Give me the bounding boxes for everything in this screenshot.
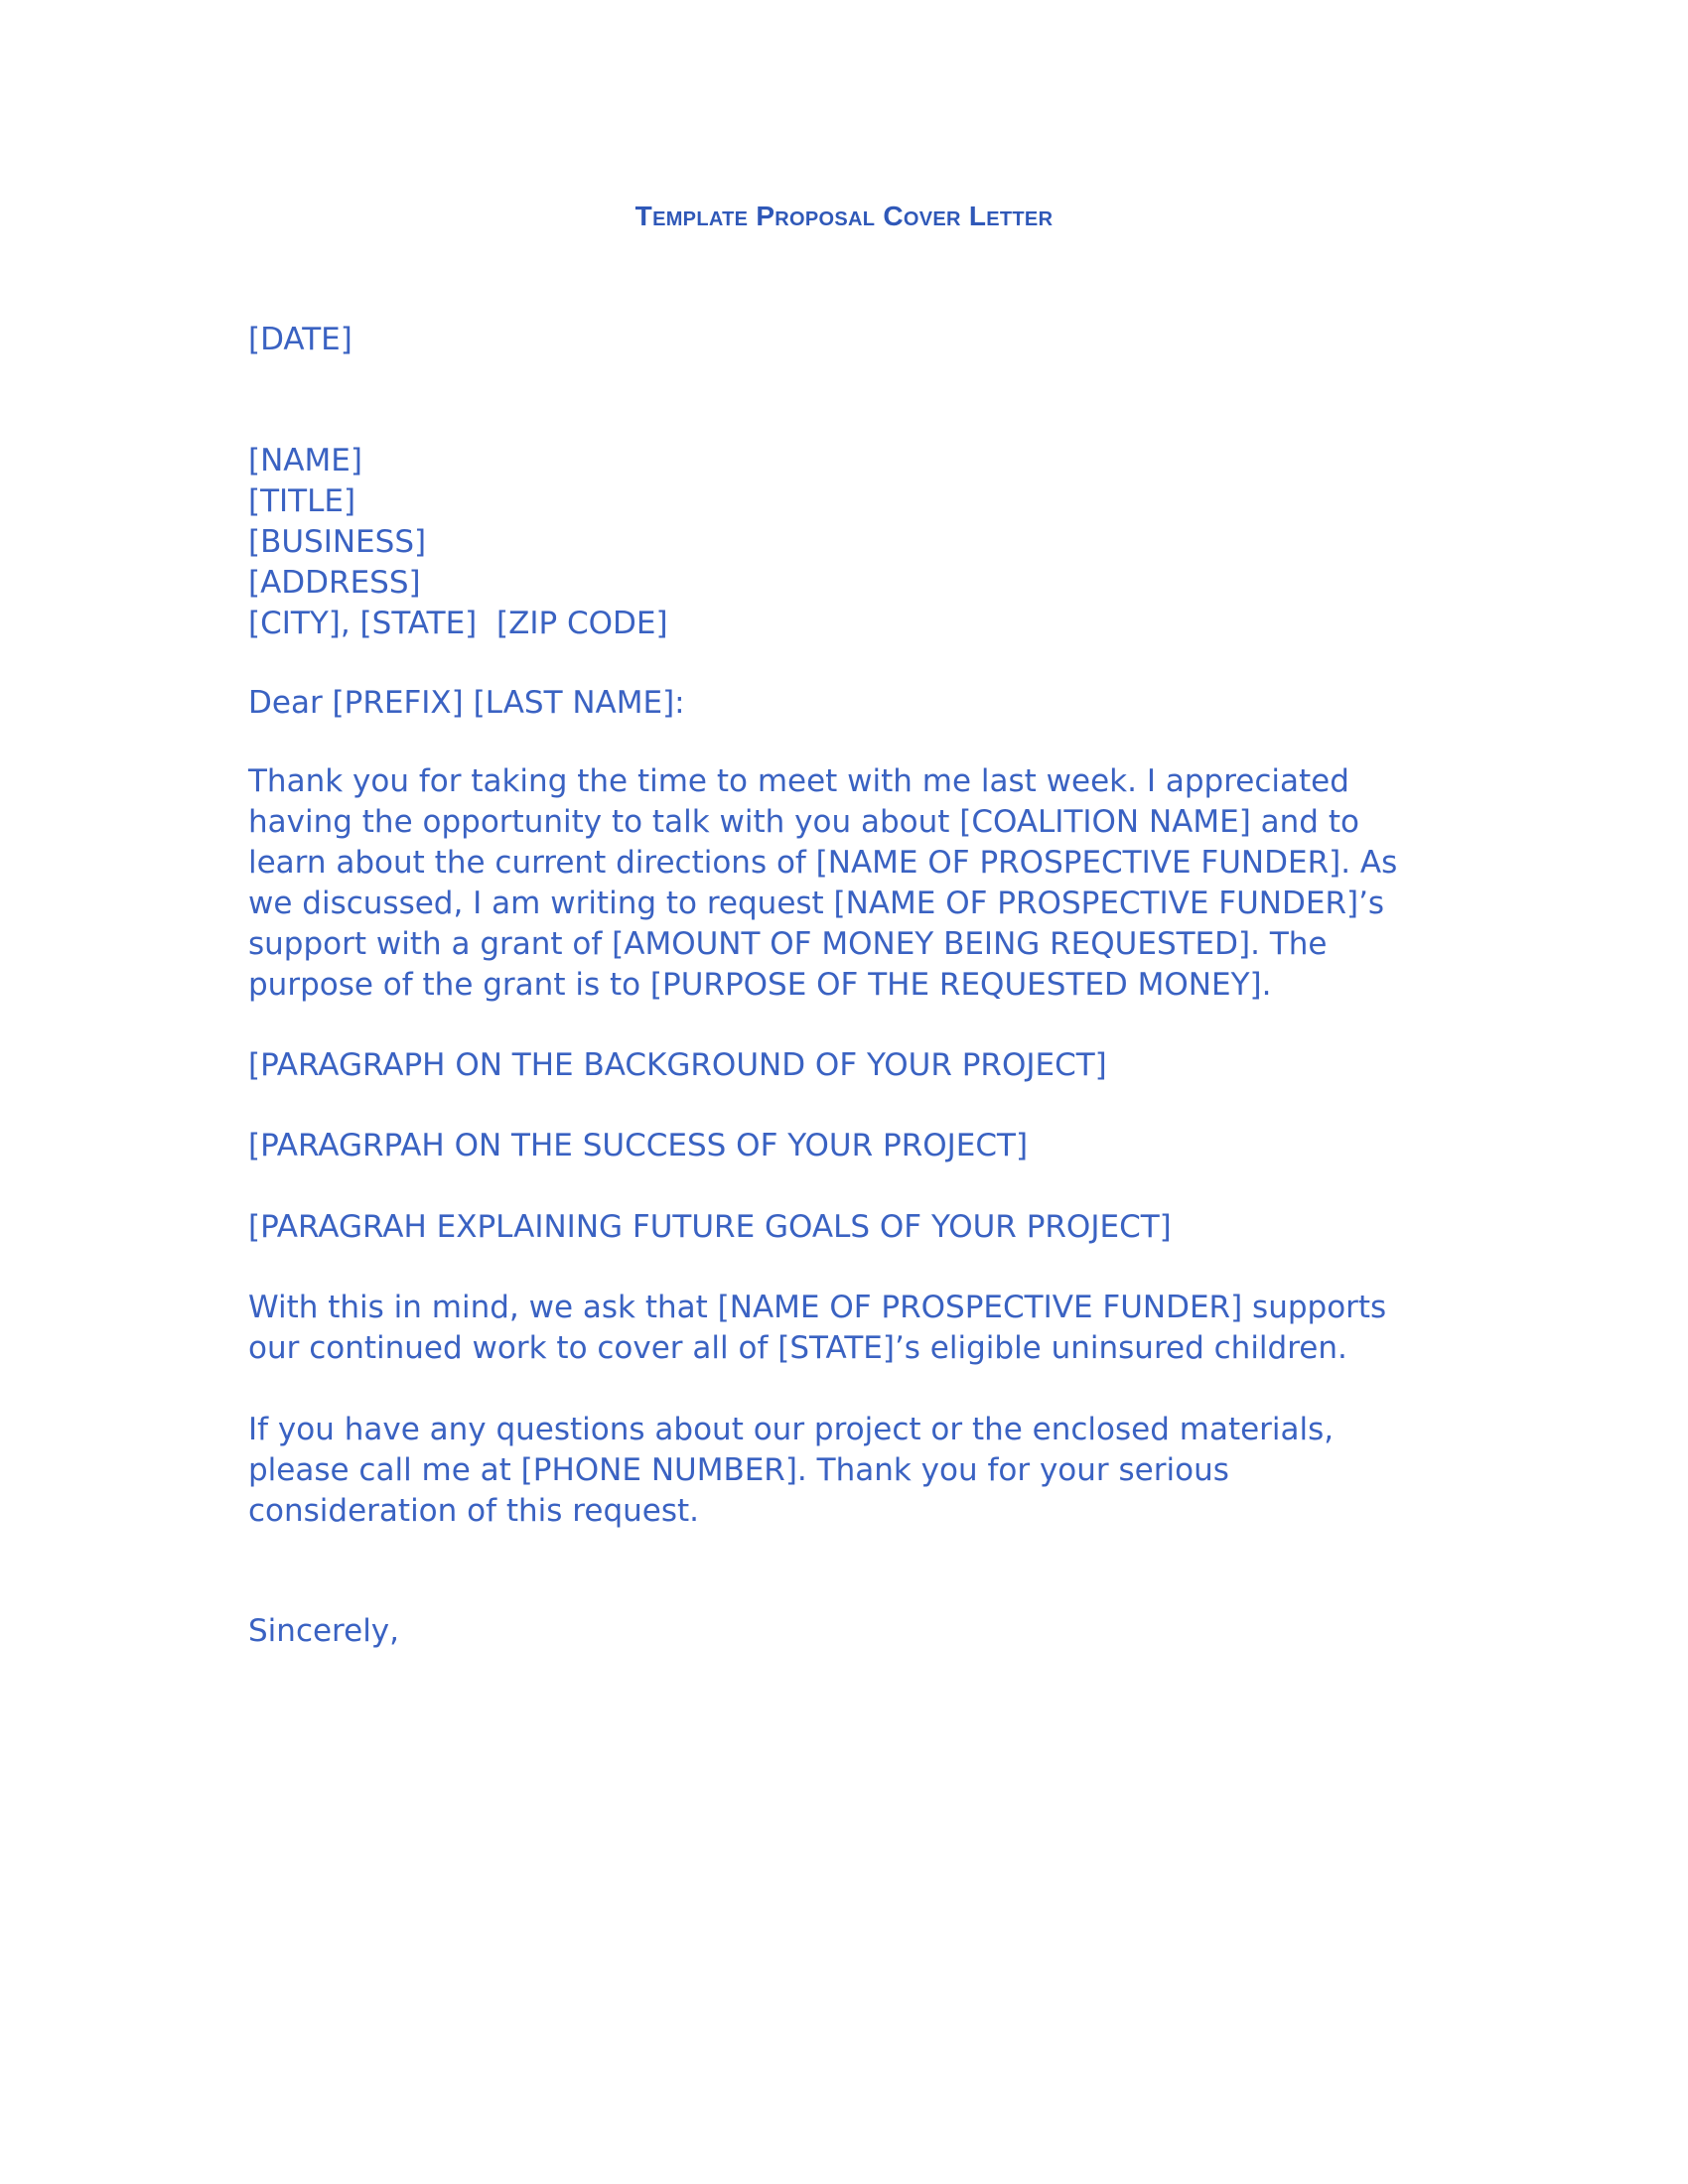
paragraph-future-goals: [PARAGRAH EXPLAINING FUTURE GOALS OF YOUR PROJECT] bbox=[248, 1209, 1172, 1245]
salutation: Dear [PREFIX] [LAST NAME]: bbox=[248, 685, 685, 721]
paragraph-intro bbox=[248, 761, 1460, 1006]
closing: Sincerely, bbox=[248, 1613, 400, 1649]
address-title: [TITLE] bbox=[248, 483, 356, 519]
paragraph-line: learn about the current directions of [NAME OF PROSPECTIVE FUNDER]. As bbox=[248, 845, 1398, 881]
paragraph-line: consideration of this request. bbox=[248, 1493, 699, 1529]
paragraph-line: having the opportunity to talk with you about [COALITION NAME] and to bbox=[248, 804, 1359, 840]
paragraph-line: Thank you for taking the time to meet with me last week. I appreciated bbox=[248, 763, 1349, 799]
recipient-address bbox=[248, 441, 1460, 644]
paragraph-success: [PARAGRPAH ON THE SUCCESS OF YOUR PROJECT] bbox=[248, 1128, 1029, 1163]
paragraph-line: we discussed, I am writing to request [NAME OF PROSPECTIVE FUNDER]’s bbox=[248, 886, 1385, 921]
address-city-state-zip: [CITY], [STATE] [ZIP CODE] bbox=[248, 606, 668, 641]
paragraph-line: purpose of the grant is to [PURPOSE OF THE REQUESTED MONEY]. bbox=[248, 967, 1272, 1003]
paragraph-line: our continued work to cover all of [STATE]’s eligible uninsured children. bbox=[248, 1330, 1347, 1366]
address-business: [BUSINESS] bbox=[248, 524, 427, 560]
document-title: Template Proposal Cover Letter bbox=[634, 201, 1054, 231]
date-line: [DATE] bbox=[248, 322, 352, 357]
paragraph-contact bbox=[248, 1410, 1460, 1532]
address-street: [ADDRESS] bbox=[248, 565, 421, 601]
paragraph-request bbox=[248, 1288, 1460, 1369]
paragraph-line: please call me at [PHONE NUMBER]. Thank you for your serious bbox=[248, 1452, 1229, 1488]
paragraph-line: With this in mind, we ask that [NAME OF PROSPECTIVE FUNDER] supports bbox=[248, 1290, 1387, 1325]
paragraph-background: [PARAGRAPH ON THE BACKGROUND OF YOUR PROJECT] bbox=[248, 1047, 1107, 1083]
paragraph-line: support with a grant of [AMOUNT OF MONEY BEING REQUESTED]. The bbox=[248, 926, 1328, 962]
paragraph-line: If you have any questions about our project or the enclosed materials, bbox=[248, 1412, 1335, 1447]
address-name: [NAME] bbox=[248, 443, 362, 478]
